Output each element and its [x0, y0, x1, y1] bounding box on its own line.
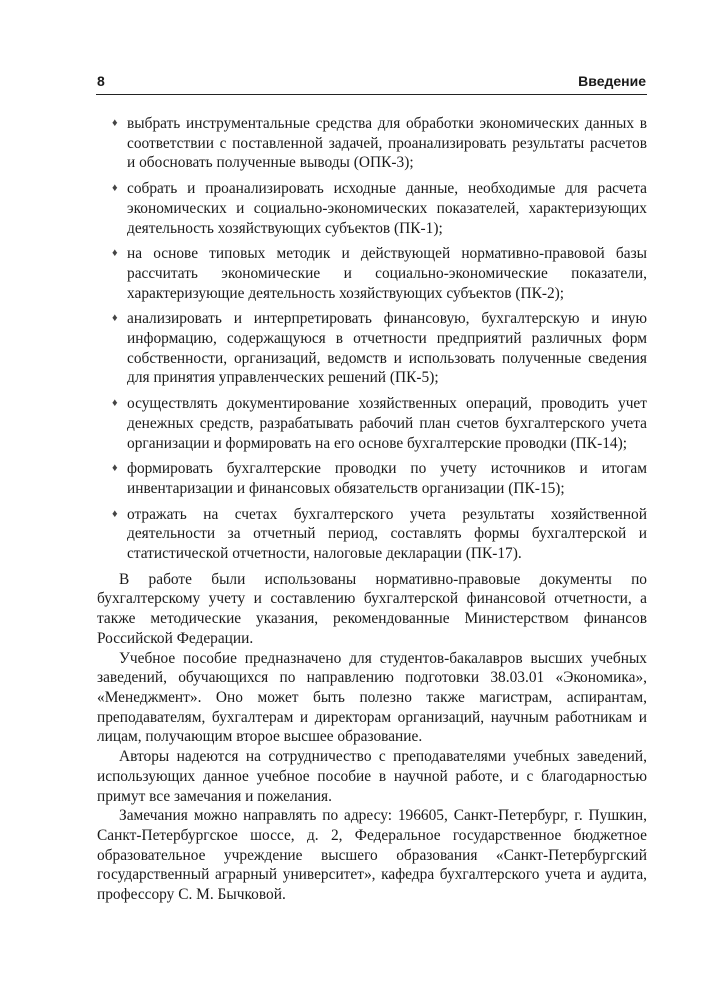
diamond-bullet-icon: ♦ — [112, 397, 118, 410]
list-item — [97, 459, 647, 498]
diamond-bullet-icon: ♦ — [112, 117, 118, 129]
diamond-bullet-icon: ♦ — [112, 462, 118, 475]
list-item-text: на основе типовых методик и действующей нормативно-правовой базы рассчитать экономические и социально-экономические показатели, характеризующие деятельность хозяйствующих субъектов (ПК-2); — [127, 245, 647, 302]
page-number: 8 — [97, 73, 105, 89]
list-item — [97, 179, 647, 238]
list-item — [97, 394, 647, 453]
body-text — [97, 114, 647, 905]
paragraph-audience: Учебное пособие предназначено для студентов-бакалавров высших учебных заведений, обучающихся по направлению подготовки 38.03.01 «Экономика», «Менеджмент». Оно может быть полезно также магистрам, аспирантам, преподавателям, бухгалтерам и директорам организаций, научным работникам и лицам, получающим второе высшее образование. — [97, 649, 647, 746]
list-item-text: формировать бухгалтерские проводки по учету источников и итогам инвентаризации и финансовых обязательств организации (ПК-15); — [127, 460, 647, 497]
list-item — [97, 505, 647, 564]
running-header — [96, 72, 647, 95]
list-item-text: анализировать и интерпретировать финансовую, бухгалтерскую и иную информацию, содержащуюся в отчетности предприятий различных форм собственности, организаций, ведомств и использовать полученные сведения для принятия управленческих решений (ПК-5); — [127, 310, 647, 387]
diamond-bullet-icon: ♦ — [112, 312, 118, 325]
list-item-text: осуществлять документирование хозяйственных операций, проводить учет денежных средств, разрабатывать рабочий план счетов бухгалтерского учета организации и формировать на его основе бухгалтерские проводки (ПК-14); — [127, 395, 647, 452]
list-item-text: отражать на счетах бухгалтерского учета результаты хозяйственной деятельности за отчетный период, составлять формы бухгалтерской и статистической отчетности, налоговые декларации (ПК-17). — [127, 505, 647, 563]
competency-list — [97, 114, 647, 564]
list-item-text: выбрать инструментальные средства для обработки экономических данных в соответствии с поставленной задачей, проанализировать результаты расчетов и обосновать полученные выводы (ОПК-3); — [127, 115, 647, 172]
diamond-bullet-icon: ♦ — [112, 182, 118, 195]
list-item — [97, 114, 647, 173]
list-item — [97, 309, 647, 388]
diamond-bullet-icon: ♦ — [112, 507, 118, 520]
diamond-bullet-icon: ♦ — [112, 247, 118, 260]
paragraph-sources: В работе были использованы нормативно-правовые документы по бухгалтерскому учету и составлению бухгалтерской финансовой отчетности, а также методические указания, рекомендованные Министерством финансов Российской Федерации. — [97, 570, 647, 647]
section-title: Введение — [578, 73, 646, 89]
list-item-text: собрать и проанализировать исходные данные, необходимые для расчета экономических и социально-экономических показателей, характеризующих деятельность хозяйствующих субъектов (ПК-1); — [127, 180, 647, 237]
list-item — [97, 244, 647, 303]
paragraph-address: Замечания можно направлять по адресу: 196605, Санкт-Петербург, г. Пушкин, Санкт-Петербургское шоссе, д. 2, Федеральное государственное бюджетное образовательное учреждение высшего образования «Санкт-Петербургский государственный аграрный университет», кафедра бухгалтерского учета и аудита, профессору С. М. Бычковой. — [97, 807, 647, 904]
paragraph-cooperation: Авторы надеются на сотрудничество с преподавателями учебных заведений, использующих данное учебное пособие в научной работе, и с благодарностью примут все замечания и пожелания. — [97, 748, 647, 805]
